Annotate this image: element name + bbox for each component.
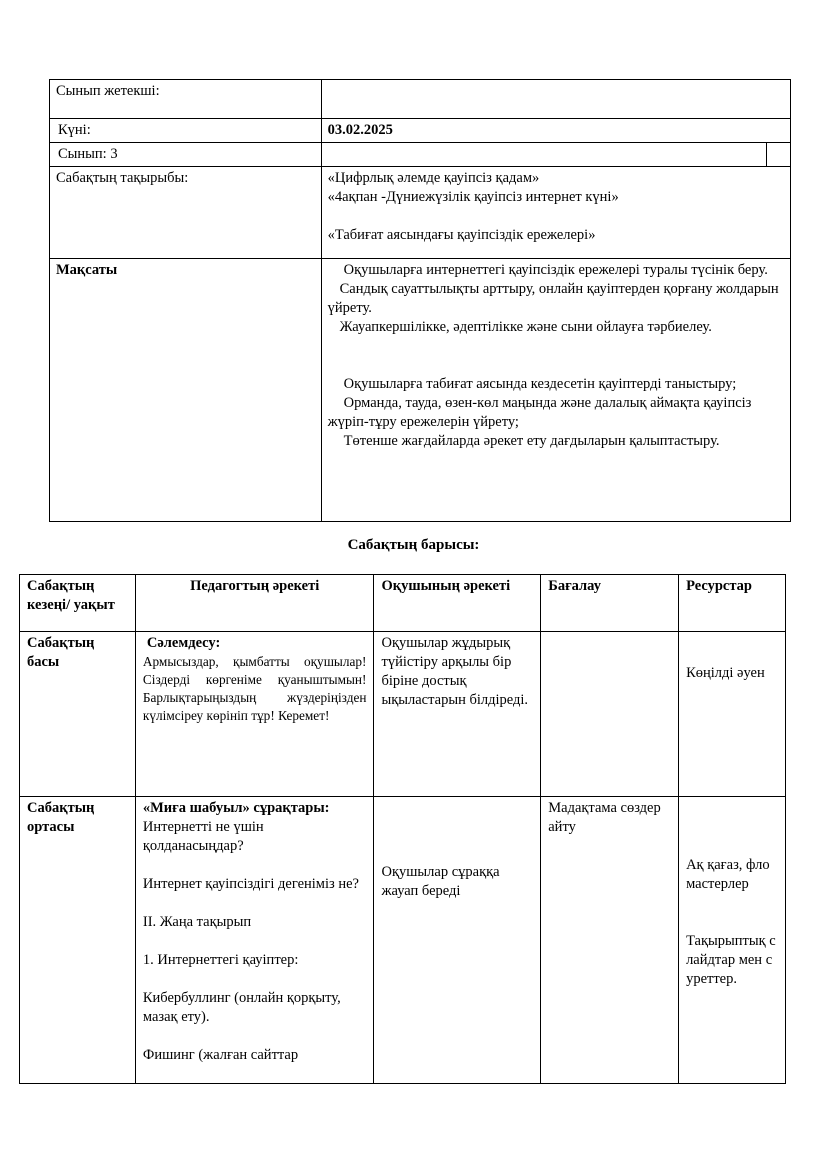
date-label: Күні: bbox=[58, 122, 91, 138]
header-resources bbox=[679, 575, 786, 632]
goals-label-cell bbox=[50, 259, 322, 522]
topic-label-cell bbox=[50, 167, 322, 259]
stage-label: Сабақтың ортасы bbox=[27, 800, 95, 835]
header-student-label: Оқушының әрекеті bbox=[381, 578, 511, 594]
teacher-line: Интернетті не үшін қолданасыңдар? bbox=[142, 819, 264, 854]
student-action-text: Оқушылар жұдырық түйістіру арқылы бір біріне достық ықыластарын білдіреді. bbox=[381, 635, 529, 708]
student-action-text: Оқушылар сұраққа жауап береді bbox=[381, 864, 500, 899]
assessment-text: Мадақтама сөздер айту bbox=[548, 800, 661, 835]
header-student bbox=[374, 575, 541, 632]
header-row bbox=[20, 575, 786, 632]
goal-item: Оқушыларға интернеттегі қауіпсіздік ережелері туралы түсінік беру. bbox=[343, 262, 768, 278]
header-stage bbox=[20, 575, 136, 632]
topic-value-cell bbox=[321, 167, 790, 259]
goals-cell bbox=[321, 259, 790, 522]
teacher-line: Фишинг (жалған сайттар bbox=[142, 1047, 299, 1063]
header-resources-label: Ресурстар bbox=[686, 578, 752, 594]
student-action-cell bbox=[374, 632, 541, 797]
stage-cell bbox=[20, 632, 136, 797]
greeting-text: Армысыздар, қымбатты оқушылар! Сіздерді көргеніме қуаныштымын! Барлықтарыңыздың жүздеріңізден күлімсіреу көрініп тұр! Керемет! bbox=[142, 654, 367, 723]
header-teacher bbox=[135, 575, 374, 632]
teacher-line: II. Жаңа тақырып bbox=[142, 914, 252, 930]
topic-line: «4ақпан -Дүниежүзілік қауіпсіз интернет күні» bbox=[327, 189, 619, 205]
topic-line: «Табиғат аясындағы қауіпсіздік ережелері» bbox=[327, 227, 596, 243]
header-assessment-label: Бағалау bbox=[548, 578, 601, 594]
teacher-action-cell bbox=[135, 797, 374, 1084]
topic-label: Сабақтың тақырыбы: bbox=[56, 170, 189, 186]
teacher-label: Сынып жетекші: bbox=[56, 83, 160, 99]
greeting-title: Сәлемдесу: bbox=[146, 635, 221, 651]
goal-item: Жауапкершілікке, әдептілікке және сыни ойлауға тәрбиелеу. bbox=[339, 319, 712, 335]
class-label: Сынып: 3 bbox=[58, 146, 118, 162]
assessment-cell bbox=[541, 797, 679, 1084]
date-value: 03.02.2025 bbox=[327, 122, 393, 138]
goal-item: Орманда, тауда, өзен-көл маңында және далалық аймақта қауіпсіз жүріп-тұру ережелерін үйрету; bbox=[327, 395, 752, 430]
resources-text: Тақырыптық слайдтар мен суреттер. bbox=[686, 933, 776, 987]
class-extra-cell bbox=[767, 143, 791, 167]
goal-item: Оқушыларға табиғат аясында кездесетін қауіптерді таныстыру; bbox=[343, 376, 737, 392]
resources-cell bbox=[679, 797, 786, 1084]
class-label-cell bbox=[50, 143, 322, 167]
goals-label: Мақсаты bbox=[56, 262, 118, 278]
teacher-label-cell bbox=[50, 80, 322, 119]
resources-text: Көңілді әуен bbox=[686, 665, 765, 681]
header-stage-label: Сабақтың кезеңі/ уақыт bbox=[27, 578, 115, 613]
brainstorm-title: «Миға шабуыл» сұрақтары: bbox=[142, 800, 330, 816]
date-label-cell bbox=[50, 119, 322, 143]
lesson-info-table bbox=[49, 79, 791, 522]
teacher-line: Кибербуллинг (онлайн қорқыту, мазақ ету). bbox=[142, 990, 341, 1025]
date-value-cell bbox=[321, 119, 790, 143]
progress-heading: Сабақтың барысы: bbox=[347, 537, 480, 553]
goal-item: Сандық сауаттылықты арттыру, онлайн қауіптерден қорғану жолдарын үйрету. bbox=[327, 281, 779, 316]
goal-item: Төтенше жағдайларда әрекет ету дағдыларын қалыптастыру. bbox=[343, 433, 720, 449]
class-value-cell bbox=[321, 143, 766, 167]
stage-cell bbox=[20, 797, 136, 1084]
teacher-value-cell bbox=[321, 80, 790, 119]
table-row bbox=[20, 632, 786, 797]
stage-label: Сабақтың басы bbox=[27, 635, 95, 670]
resources-text: Ақ қағаз, фломастерлер bbox=[686, 857, 770, 892]
resources-cell bbox=[679, 632, 786, 797]
student-action-cell bbox=[374, 797, 541, 1084]
topic-line: «Цифрлық әлемде қауіпсіз қадам» bbox=[327, 170, 540, 186]
header-teacher-label: Педагогтың әрекеті bbox=[190, 578, 320, 594]
header-assessment bbox=[541, 575, 679, 632]
table-row bbox=[20, 797, 786, 1084]
assessment-cell bbox=[541, 632, 679, 797]
teacher-action-cell bbox=[135, 632, 374, 797]
teacher-line: Интернет қауіпсіздігі дегеніміз не? bbox=[142, 876, 359, 892]
teacher-line: 1. Интернеттегі қауіптер: bbox=[142, 952, 299, 968]
lesson-progress-table bbox=[19, 574, 786, 1084]
